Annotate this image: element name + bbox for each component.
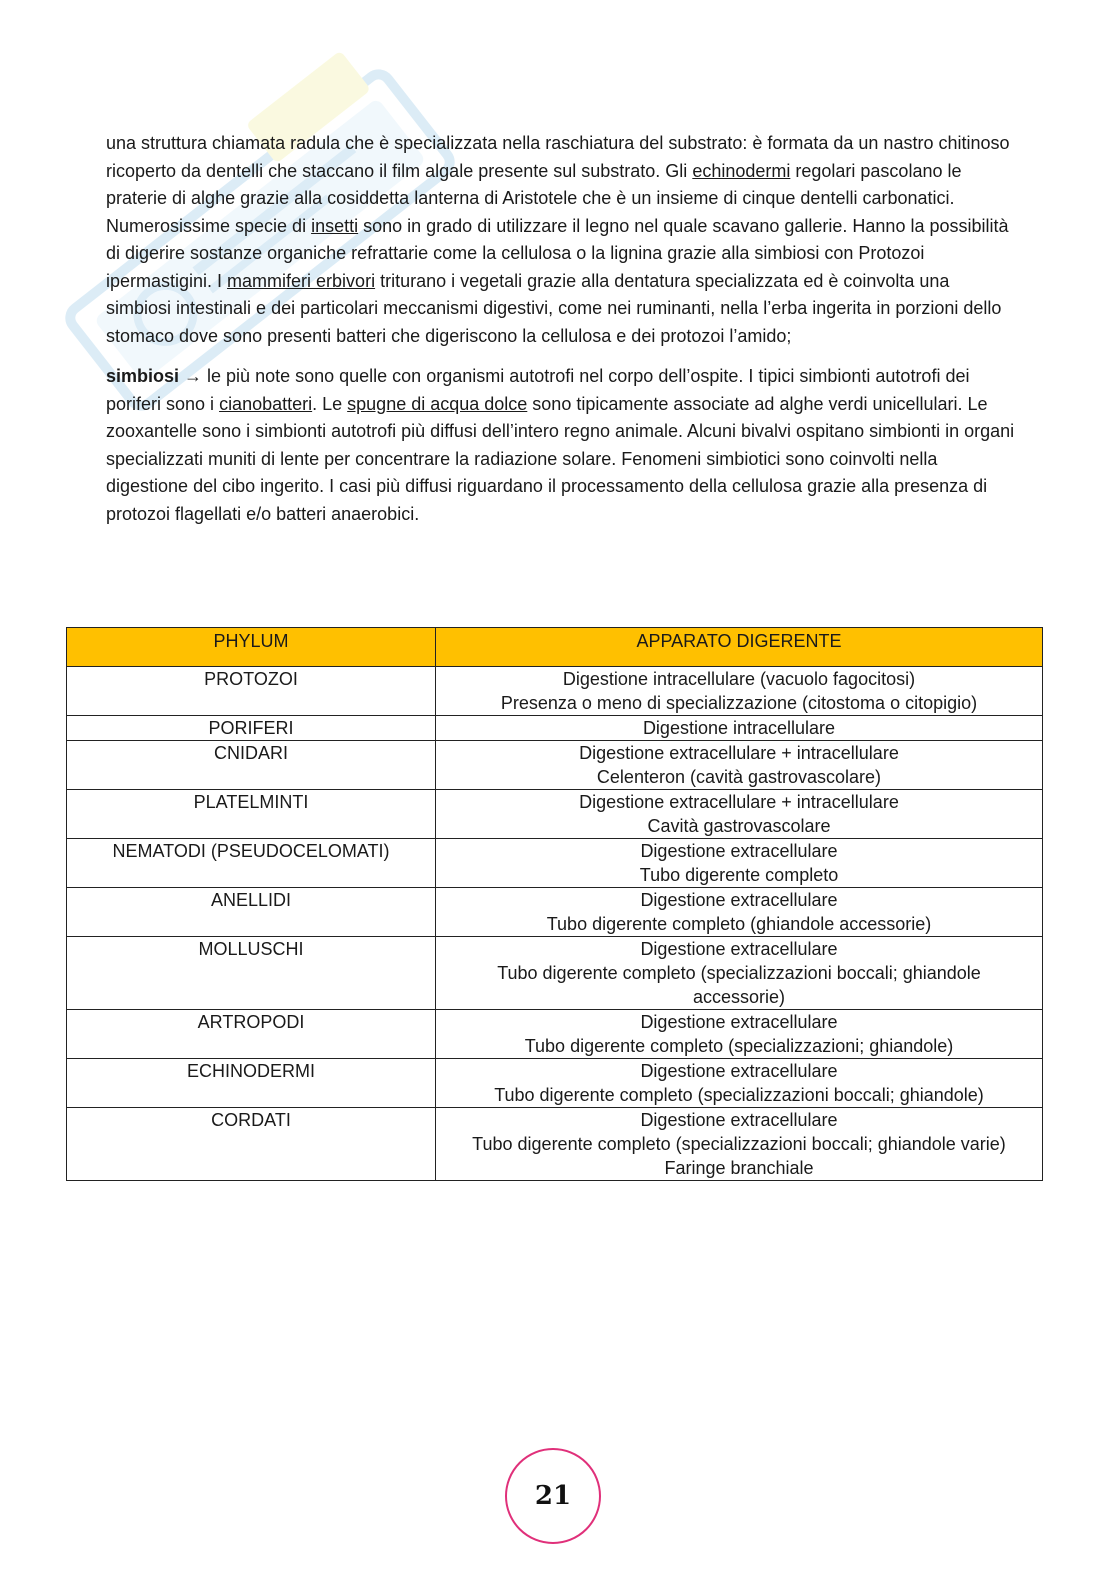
apparato-line: Tubo digerente completo (ghiandole accessorie) [546,914,932,934]
text-segment: sono tipicamente associate ad alghe verdi unicellulari. Le zooxantelle sono i simbionti autotrofi più diffusi dell’intero regno animale. Alcuni bivalvi ospitano simbionti in organi specializzati muniti di lente per concentrare la radiazione solare. Fenomeni simbiotici sono coinvolti nella digestione del cibo ingerito. I casi più diffusi riguardano il processamento della cellulosa grazie alla presenza di protozoi flagellati e/o batteri anaerobici. [106,393,1015,524]
phylum-cell: CNIDARI [67,741,436,790]
text-segment: sono in grado di utilizzare il legno nel quale scavano gallerie. Hanno la possibilità di digerire sostanze organiche refrattarie come la cellulosa o la lignina grazie alla simbiosi con Protozoi ipermastigini. I [106,215,1009,291]
phylum-cell: CORDATI [67,1108,436,1181]
header-phylum: PHYLUM [67,628,436,667]
apparato-cell [436,667,1043,716]
body-text [106,130,1016,541]
header-apparato-digerente: APPARATO DIGERENTE [436,628,1043,667]
apparato-cell [436,1108,1043,1181]
underlined-term: spugne di acqua dolce [347,393,528,414]
apparato-line: Digestione extracellulare + intracellulare [579,792,899,812]
apparato-cell [436,1010,1043,1059]
apparato-line: Digestione extracellulare [640,841,838,861]
paragraph-feeding [106,130,1016,350]
apparato-line: Digestione extracellulare [640,890,838,910]
apparato-cell [436,937,1043,1010]
text-segment: . Le [312,393,348,414]
table-row [67,741,1043,790]
page-number: 21 [505,1448,601,1544]
text-segment: → le più note sono quelle con organismi autotrofi nel corpo dell’ospite. I tipici simbionti autotrofi dei poriferi sono i [106,366,970,414]
phylum-cell: PLATELMINTI [67,790,436,839]
underlined-term: insetti [311,215,359,236]
table-row [67,1108,1043,1181]
paragraph-simbiosi [106,363,1016,528]
apparato-cell [436,1059,1043,1108]
underlined-term: cianobatteri [219,393,313,414]
phylum-cell: PROTOZOI [67,667,436,716]
apparato-line: Tubo digerente completo (specializzazioni; ghiandole) [524,1036,954,1056]
phylum-cell: ECHINODERMI [67,1059,436,1108]
text-segment: triturano i vegetali grazie alla dentatura specializzata ed è coinvolta una simbiosi intestinali e dei particolari meccanismi digestivi, come nei ruminanti, nella l’erba ingerita in porzioni dello stomaco dove sono presenti batteri che digeriscono la cellulosa e dei protozoi l’amido; [106,270,1002,346]
text-segment: una struttura chiamata radula che è specializzata nella raschiatura del substrato: è formata da un nastro chitinoso ricoperto da dentelli che staccano il film algale presente sul substrato. Gli [106,133,1010,181]
apparato-cell [436,790,1043,839]
table-row [67,839,1043,888]
apparato-cell [436,888,1043,937]
apparato-cell [436,839,1043,888]
apparato-line: Tubo digerente completo [639,865,839,885]
table-row [67,790,1043,839]
apparato-line: Cavità gastrovascolare [647,816,831,836]
table-row [67,667,1043,716]
apparato-line: Digestione extracellulare [640,1110,838,1130]
apparato-line: Faringe branchiale [664,1158,814,1178]
apparato-cell [436,716,1043,741]
apparato-line: accessorie) [692,987,786,1007]
phylum-cell: ARTROPODI [67,1010,436,1059]
apparato-line: Digestione extracellulare [640,1012,838,1032]
table-header-row [67,628,1043,667]
table-row [67,937,1043,1010]
digestive-apparatus-table [66,627,1043,1181]
bold-term: simbiosi [106,366,180,386]
apparato-line: Tubo digerente completo (specializzazioni boccali; ghiandole) [494,1085,984,1105]
apparato-line: Digestione extracellulare + intracellulare [579,743,899,763]
table-row [67,888,1043,937]
apparato-line: Tubo digerente completo (specializzazioni boccali; ghiandole varie) [472,1134,1006,1154]
table-row [67,716,1043,741]
table-row [67,1059,1043,1108]
table-row [67,1010,1043,1059]
apparato-line: Celenteron (cavità gastrovascolare) [596,767,882,787]
apparato-line: Digestione extracellulare [640,939,838,959]
apparato-line: Digestione extracellulare [640,1061,838,1081]
phylum-cell: NEMATODI (PSEUDOCELOMATI) [67,839,436,888]
underlined-term: echinodermi [692,160,791,181]
underlined-term: mammiferi erbivori [227,270,376,291]
apparato-cell [436,741,1043,790]
phylum-cell: MOLLUSCHI [67,937,436,1010]
phylum-cell: PORIFERI [67,716,436,741]
text-segment: regolari pascolano le praterie di alghe grazie alla cosiddetta lanterna di Aristotele che è un insieme di cinque dentelli carbonatici. Numerosissime specie di [106,160,962,236]
apparato-line: Presenza o meno di specializzazione (citostoma o citopigio) [500,693,978,713]
apparato-line: Digestione intracellulare [642,718,836,738]
phylum-cell: ANELLIDI [67,888,436,937]
apparato-line: Digestione intracellulare (vacuolo fagocitosi) [562,669,916,689]
apparato-line: Tubo digerente completo (specializzazioni boccali; ghiandole [497,963,981,983]
